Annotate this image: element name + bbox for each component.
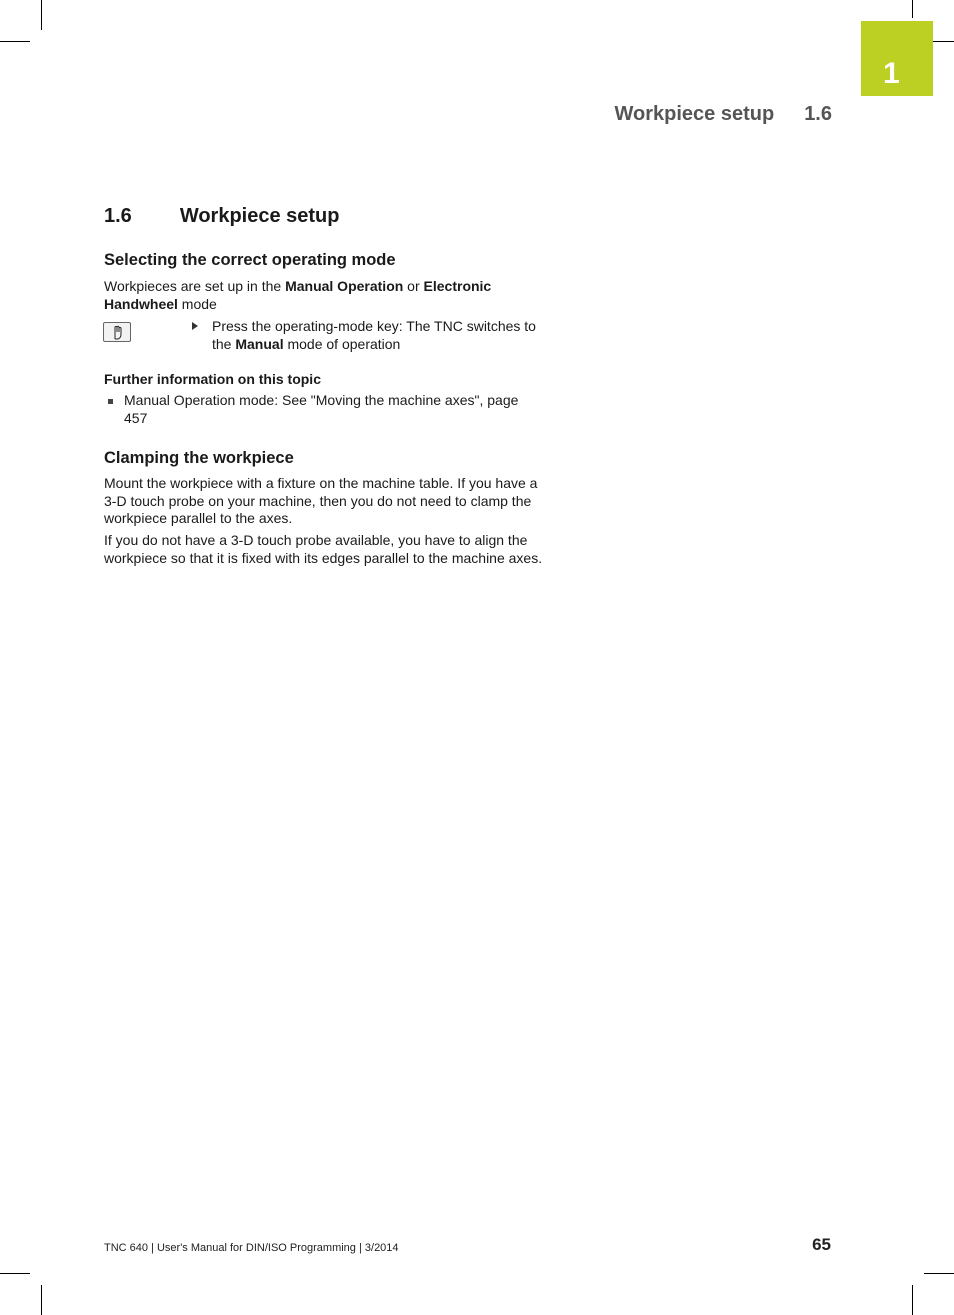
intro-paragraph (104, 278, 549, 313)
running-head (615, 103, 833, 126)
crop-mark (41, 1285, 42, 1315)
section-heading (104, 205, 340, 228)
step-bold-manual: Manual (235, 335, 284, 352)
further-info-link[interactable]: Manual Operation mode: See "Moving the machine axes", page 457 (124, 392, 519, 426)
bullet-square-icon (108, 399, 113, 404)
crop-mark (0, 41, 30, 42)
subheading-clamping: Clamping the workpiece (104, 449, 294, 467)
crop-mark (0, 1273, 30, 1274)
crop-mark (912, 0, 913, 18)
page-number: 65 (812, 1235, 831, 1254)
intro-bold-electronic-handwheel: Electronic Handwheel (104, 278, 492, 312)
crop-mark (912, 1285, 913, 1315)
running-head-title: Workpiece setup (614, 103, 775, 125)
intro-bold-manual-operation: Manual Operation (285, 278, 404, 294)
further-info-bullet (104, 392, 524, 427)
crop-mark (924, 1273, 954, 1274)
intro-text: mode (177, 295, 217, 312)
clamping-paragraph-2: If you do not have a 3-D touch probe available, you have to align the workpiece so that it is fixed with its edges parallel to the machine axes. (104, 532, 543, 566)
step-arrow-icon (192, 322, 198, 330)
subheading-operating-mode: Selecting the correct operating mode (104, 251, 396, 269)
clamping-paragraph-1: Mount the workpiece with a fixture on the machine table. If you have a 3-D touch probe on your machine, then you do not need to clamp the workpiece parallel to the axes. (104, 475, 538, 527)
chapter-tab: 1 (861, 21, 933, 96)
section-number: 1.6 (104, 205, 132, 227)
intro-text: Workpieces are set up in the (104, 278, 286, 294)
step-text: Press the operating-mode key: The TNC switches to the (212, 318, 536, 352)
crop-mark (41, 0, 42, 30)
manual-operation-key-icon (103, 322, 131, 342)
step-instruction (192, 318, 542, 353)
section-title: Workpiece setup (179, 205, 340, 227)
footer: TNC 640 | User's Manual for DIN/ISO Programming | 3/2014 (104, 1242, 399, 1254)
intro-text: or (403, 278, 424, 294)
step-text: mode of operation (283, 335, 401, 352)
further-info-heading: Further information on this topic (104, 371, 321, 387)
running-head-number: 1.6 (804, 103, 832, 125)
